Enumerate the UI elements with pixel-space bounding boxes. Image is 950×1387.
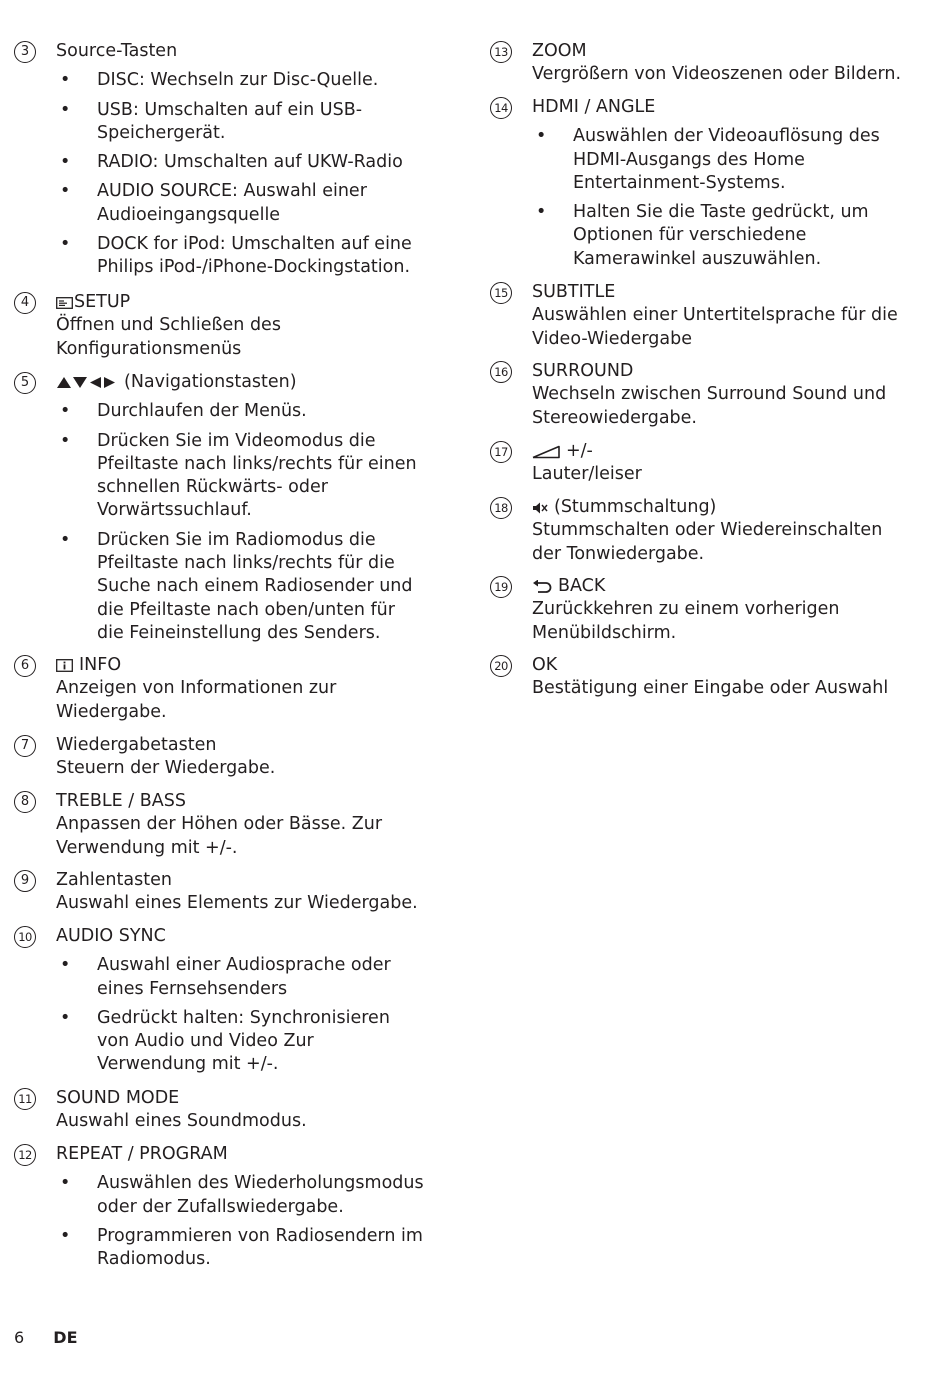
bullet-item [56, 430, 424, 523]
item-number-badge: 9 [14, 870, 36, 892]
item-description: Anpassen der Höhen oder Bässe. Zur Verwendung mit +/-. [56, 814, 383, 858]
item-15 [490, 281, 910, 351]
item-number-badge: 5 [14, 372, 36, 394]
bullet-text: Halten Sie die Taste gedrückt, um Optionen für verschiedene Kamerawinkel auszuwählen. [573, 202, 869, 269]
item-number-badge: 6 [14, 655, 36, 677]
bullet-item [56, 1007, 424, 1077]
item-17 [490, 440, 910, 487]
bullet-text: Auswählen der Videoauflösung des HDMI-Ausgangs des Home Entertainment-Systems. [573, 126, 880, 193]
bullet-text: Auswahl einer Audiosprache oder eines Fernsehsenders [97, 955, 391, 999]
item-title [532, 40, 910, 63]
item-4 [14, 291, 424, 361]
bullet-item [56, 151, 424, 174]
item-number-badge: 19 [490, 576, 512, 598]
bullet-text: : Auswahl einer Audioeingangsquelle [97, 181, 367, 225]
item-title [532, 654, 910, 677]
item-description: Wechseln zwischen Surround Sound und Stereowiedergabe. [532, 384, 887, 428]
item-number-badge: 16 [490, 361, 512, 383]
bullet-key: DOCK for iPod [97, 234, 220, 255]
item-number-badge: 18 [490, 497, 512, 519]
item-18 [490, 496, 910, 566]
item-6 [14, 654, 424, 724]
item-title [56, 925, 424, 948]
item-title-text: HDMI / ANGLE [532, 97, 656, 117]
item-title-text: TREBLE / BASS [56, 791, 186, 811]
item-number-badge: 15 [490, 282, 512, 304]
item-title [532, 360, 910, 383]
item-description: Auswählen einer Untertitelsprache für die Video-Wiedergabe [532, 305, 898, 349]
item-5 [14, 371, 424, 645]
item-10 [14, 925, 424, 1077]
bullet-text: : Umschalten auf eine Philips iPod-/iPhone-Dockingstation. [97, 234, 412, 278]
item-description: Vergrößern von Videoszenen oder Bildern. [532, 64, 902, 85]
volume-icon [532, 445, 560, 459]
item-20 [490, 654, 910, 701]
item-title-text: SUBTITLE [532, 282, 616, 302]
bullet-item [56, 1225, 424, 1272]
item-title-text: OK [532, 655, 558, 675]
bullet-text: Drücken Sie im Radiomodus die Pfeiltaste nach links/rechts für die Suche nach einem Radiosender und die Pfeiltaste nach oben/unten für die Feineinstellung des Senders. [97, 529, 413, 643]
item-description: Öffnen und Schließen des Konfigurationsmenüs [56, 315, 281, 359]
item-number-badge: 14 [490, 97, 512, 119]
item-number-badge: 20 [490, 655, 512, 677]
item-title-text: (Stummschaltung) [554, 497, 717, 517]
bullet-key: DISC [97, 70, 139, 91]
item-number-badge: 13 [490, 41, 512, 63]
item-number-badge: 10 [14, 926, 36, 948]
item-title [56, 734, 424, 757]
item-3 [14, 40, 424, 280]
bullet-text: : Wechseln zur Disc-Quelle. [138, 70, 379, 91]
item-title-text: +/- [566, 441, 593, 461]
item-description: Auswahl eines Soundmodus. [56, 1111, 307, 1132]
item-title [56, 291, 424, 314]
item-title [56, 790, 424, 813]
item-19 [490, 575, 910, 645]
bullet-item [56, 180, 424, 227]
item-number-badge: 4 [14, 292, 36, 314]
bullet-text: Durchlaufen der Menüs. [97, 401, 307, 422]
bullet-key: RADIO [97, 152, 153, 173]
item-description: Anzeigen von Informationen zur Wiedergabe. [56, 678, 337, 722]
item-13 [490, 40, 910, 87]
bullet-text: Drücken Sie im Videomodus die Pfeiltaste nach links/rechts für einen schnellen Rückwärts- oder Vorwärtssuchlauf. [97, 430, 417, 521]
bullet-text: : Umschalten auf UKW-Radio [152, 152, 403, 173]
item-title-text: AUDIO SYNC [56, 926, 166, 946]
item-number-badge: 12 [14, 1144, 36, 1166]
info-icon [56, 659, 73, 672]
page-footer [14, 1328, 78, 1347]
item-title [532, 96, 910, 119]
item-title-text: REPEAT / PROGRAM [56, 1144, 228, 1164]
page-number: 6 [14, 1328, 25, 1347]
item-title-text: ZOOM [532, 41, 587, 61]
nav-arrows-icon [56, 376, 118, 389]
bullet-text: Programmieren von Radiosendern im Radiomodus. [97, 1225, 423, 1270]
item-description: Zurückkehren zu einem vorherigen Menübildschirm. [532, 599, 840, 643]
bullet-text: : Umschalten auf ein USB-Speichergerät. [97, 99, 363, 143]
setup-icon [56, 297, 73, 309]
item-title-text: SETUP [74, 292, 131, 312]
item-title-text: Zahlentasten [56, 870, 172, 890]
item-title-text: SURROUND [532, 361, 634, 381]
item-9 [14, 869, 424, 916]
bullet-text: Gedrückt halten: Synchronisieren von Audio und Video Zur Verwendung mit +/-. [97, 1007, 390, 1075]
item-title-text: Source-Tasten [56, 41, 178, 61]
item-description: Auswahl eines Elements zur Wiedergabe. [56, 893, 418, 914]
item-16 [490, 360, 910, 430]
item-title-text: BACK [558, 576, 606, 596]
bullet-item [56, 954, 424, 1001]
item-title-text: (Navigationstasten) [124, 372, 297, 392]
item-11 [14, 1087, 424, 1134]
item-title-text: Wiedergabetasten [56, 735, 217, 755]
back-icon [532, 580, 552, 594]
item-title [532, 575, 910, 598]
bullet-item [56, 233, 424, 280]
item-8 [14, 790, 424, 860]
item-7 [14, 734, 424, 781]
item-number-badge: 8 [14, 791, 36, 813]
item-title [56, 371, 424, 394]
item-title [532, 281, 910, 304]
bullet-item [532, 201, 910, 271]
bullet-key: AUDIO SOURCE [97, 181, 233, 202]
bullet-text: Auswählen des Wiederholungsmodus oder der Zufallswiedergabe. [97, 1173, 424, 1217]
bullet-item [56, 1172, 424, 1219]
item-description: Stummschalten oder Wiedereinschalten der Tonwiedergabe. [532, 520, 883, 564]
item-number-badge: 17 [490, 441, 512, 463]
item-number-badge: 7 [14, 735, 36, 757]
item-number-badge: 3 [14, 41, 36, 63]
bullet-item [56, 400, 424, 423]
bullet-item [56, 99, 424, 146]
item-description: Steuern der Wiedergabe. [56, 758, 276, 779]
item-description: Lauter/leiser [532, 464, 642, 485]
item-title-text: SOUND MODE [56, 1088, 180, 1108]
bullet-key: USB [97, 99, 133, 120]
item-14 [490, 96, 910, 271]
bullet-item [532, 125, 910, 195]
bullet-item [56, 529, 424, 645]
item-title [56, 1087, 424, 1110]
item-title [56, 869, 424, 892]
item-title [56, 1143, 424, 1166]
mute-icon [532, 501, 548, 515]
bullet-item [56, 69, 424, 92]
item-title [532, 440, 910, 463]
item-title [56, 654, 424, 677]
item-title-text: INFO [79, 655, 122, 675]
item-description: Bestätigung einer Eingabe oder Auswahl [532, 678, 889, 699]
item-title [56, 40, 424, 63]
item-12 [14, 1143, 424, 1271]
item-number-badge: 11 [14, 1088, 36, 1110]
item-title [532, 496, 910, 519]
language-code: DE [53, 1328, 78, 1347]
